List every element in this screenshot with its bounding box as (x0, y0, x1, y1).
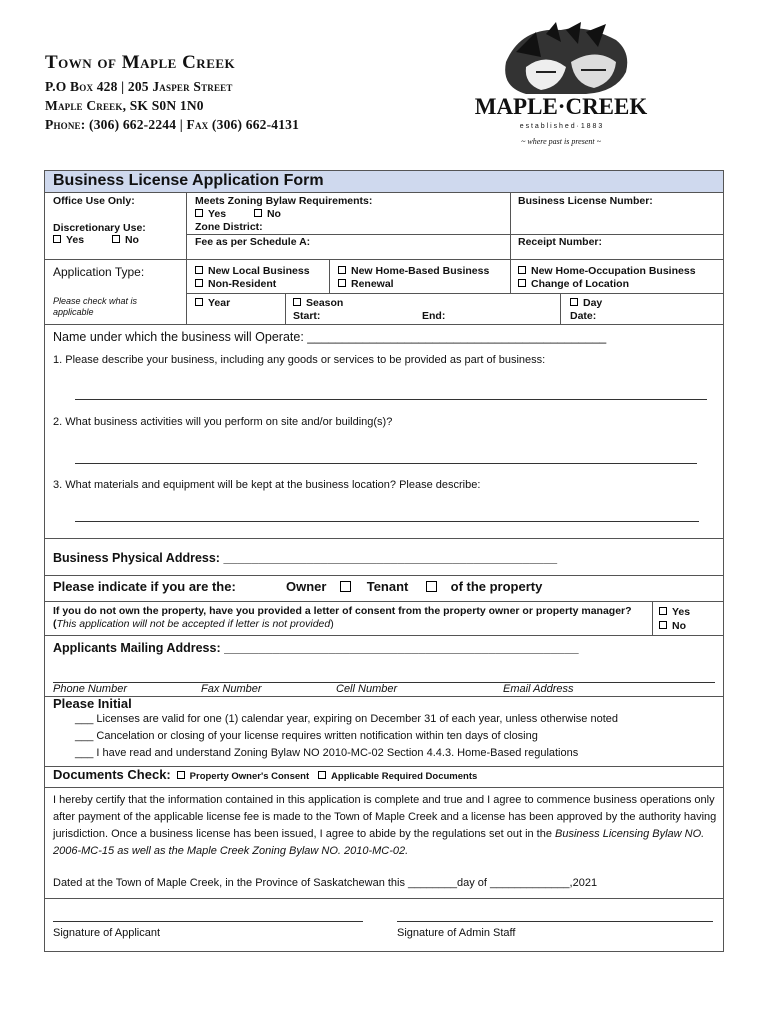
consent-row (45, 601, 723, 634)
answer-3-line[interactable] (75, 521, 699, 522)
new-home-occ-checkbox[interactable] (518, 266, 526, 274)
zoning-no-checkbox[interactable] (254, 209, 262, 217)
non-resident-label: Non-Resident (208, 278, 277, 290)
logo-established: e s t a b l i s h e d · 1 8 8 3 (519, 123, 603, 130)
certification-section (45, 787, 723, 897)
initial-item-2[interactable]: ___ Cancelation or closing of your license requires written notification within ten days of closing (75, 730, 538, 742)
initial-section (45, 696, 723, 765)
season-start-field[interactable]: Start: (293, 310, 321, 322)
letterhead (45, 52, 299, 134)
consent-yes-label: Yes (672, 606, 691, 618)
documents-check-label: Documents Check: (53, 767, 171, 782)
answer-2-line[interactable] (75, 463, 697, 464)
zoning-yes-checkbox[interactable] (195, 209, 203, 217)
physical-address-field[interactable]: Business Physical Address: ________________________________________________ (53, 551, 558, 565)
doc-owner-consent-label: Property Owner's Consent (189, 771, 310, 782)
zone-district-field[interactable]: Zone District: (195, 221, 263, 233)
year-checkbox[interactable] (195, 298, 203, 306)
logo-tagline: ~ where past is present ~ (521, 137, 601, 146)
new-home-label: New Home-Based Business (351, 265, 490, 277)
documents-check-row (45, 766, 723, 786)
operating-name-field[interactable]: Name under which the business will Operate: ___________________________________________ (53, 330, 607, 344)
doc-applicable-checkbox[interactable] (318, 771, 326, 779)
applicant-signature-label: Signature of Applicant (53, 927, 161, 939)
form-title: Business License Application Form (53, 172, 324, 189)
question-3: 3. What materials and equipment will be kept at the business location? Please describe: (53, 479, 481, 491)
initial-item-1[interactable]: ___ Licenses are valid for one (1) calendar year, expiring on December 31 of each year, unless otherwise noted (75, 713, 618, 725)
year-label: Year (208, 297, 231, 309)
indicate-label: Please indicate if you are the: (53, 579, 236, 594)
applicant-signature-line[interactable] (53, 921, 363, 922)
figures-illustration-icon (505, 22, 627, 94)
question-1: 1. Please describe your business, including any goods or services to be provided as part of business: (53, 354, 546, 366)
change-location-checkbox[interactable] (518, 279, 526, 287)
non-resident-checkbox[interactable] (195, 279, 203, 287)
day-date-field[interactable]: Date: (570, 310, 597, 322)
office-use-row (45, 192, 723, 258)
bylaw-reference: Business Licensing Bylaw NO. 2006-MC-15 as well as the Maple Creek Zoning Bylaw NO. 2010-MC-02. (53, 828, 705, 857)
consent-no-checkbox[interactable] (659, 621, 667, 629)
new-home-checkbox[interactable] (338, 266, 346, 274)
consent-note: This application will not be accepted if letter is not provided (56, 618, 331, 630)
season-end-field[interactable]: End: (422, 310, 446, 322)
form-title-bar (45, 171, 723, 192)
consent-yes-checkbox[interactable] (659, 607, 667, 615)
admin-signature-line[interactable] (397, 921, 713, 922)
office-use-label: Office Use Only: (53, 195, 135, 207)
season-checkbox[interactable] (293, 298, 301, 306)
mailing-address-field[interactable]: Applicants Mailing Address: ___________________________________________________ (53, 641, 579, 655)
signatures-row (45, 898, 723, 952)
owner-label: Owner (286, 579, 327, 594)
of-property-label: of the property (450, 579, 543, 594)
maple-creek-logo (466, 22, 656, 152)
doc-owner-consent-checkbox[interactable] (177, 771, 185, 779)
check-note: Please check what is applicable (53, 296, 138, 317)
tenant-label: Tenant (366, 579, 409, 594)
please-initial-heading: Please Initial (53, 696, 132, 711)
new-local-label: New Local Business (208, 265, 310, 277)
doc-applicable-label: Applicable Required Documents (331, 771, 478, 782)
zoning-label: Meets Zoning Bylaw Requirements: (195, 195, 373, 207)
owner-checkbox[interactable] (340, 581, 351, 592)
receipt-number-field[interactable]: Receipt Number: (518, 236, 603, 248)
renewal-label: Renewal (351, 278, 394, 290)
answer-1-line[interactable] (75, 399, 707, 400)
renewal-checkbox[interactable] (338, 279, 346, 287)
dated-line[interactable]: Dated at the Town of Maple Creek, in the Province of Saskatchewan this ________day of _____________,2021 (53, 877, 598, 889)
business-description-section (45, 324, 723, 537)
logo-name: MAPLE·CREEK (474, 94, 648, 119)
consent-question: If you do not own the property, have you provided a letter of consent from the property owner or property manager? (This application will not be accepted if letter is not provided) (53, 605, 632, 630)
phone-field-label[interactable]: Phone Number (53, 683, 127, 695)
contact-line: Phone: (306) 662-2244 | Fax (306) 662-4131 (45, 117, 300, 132)
day-checkbox[interactable] (570, 298, 578, 306)
season-label: Season (306, 297, 344, 309)
address-line-1: P.O Box 428 | 205 Jasper Street (45, 79, 233, 94)
address-line-2: Maple Creek, SK S0N 1N0 (45, 98, 204, 113)
owner-tenant-row (45, 575, 723, 600)
license-number-field[interactable]: Business License Number: (518, 195, 653, 207)
cell-field-label[interactable]: Cell Number (336, 683, 398, 695)
disc-yes-label: Yes (66, 234, 85, 246)
day-label: Day (583, 297, 603, 309)
physical-address-row (45, 538, 723, 574)
application-type-row (45, 259, 723, 323)
consent-no-label: No (672, 620, 686, 632)
application-type-label: Application Type: (53, 265, 145, 279)
new-home-occ-label: New Home-Occupation Business (531, 265, 696, 277)
initial-item-3[interactable]: ___ I have read and understand Zoning Bylaw NO 2010-MC-02 Section 4.4.3. Home-Based regulations (75, 747, 579, 759)
disc-no-label: No (124, 234, 139, 246)
mailing-address-row (45, 635, 723, 695)
application-form (44, 170, 724, 952)
discretionary-use-label: Discretionary Use: (53, 222, 146, 234)
disc-no-checkbox[interactable] (112, 235, 120, 243)
zoning-yes-label: Yes (208, 208, 227, 220)
zoning-no-label: No (266, 208, 281, 220)
question-2: 2. What business activities will you perform on site and/or building(s)? (53, 416, 393, 428)
certification-text: I hereby certify that the information contained in this application is complete and true and I agree to commence business operations only after payment of the applicable license fee is made to the Town of Maple Creek and a license has been approved by the authority having jurisdiction. Once a business license has been issued, I agree to abide by the regulations set out in the Business Licensing Bylaw NO. 2006-MC-15 as well as the Maple Creek Zoning Bylaw NO. 2010-MC-02. (53, 794, 717, 857)
change-location-label: Change of Location (531, 278, 629, 290)
fee-field[interactable]: Fee as per Schedule A: (195, 236, 311, 248)
tenant-checkbox[interactable] (426, 581, 437, 592)
town-name: Town of Maple Creek (45, 52, 236, 73)
new-local-checkbox[interactable] (195, 266, 203, 274)
disc-yes-checkbox[interactable] (53, 235, 61, 243)
admin-signature-label: Signature of Admin Staff (397, 927, 516, 939)
fax-field-label[interactable]: Fax Number (201, 683, 262, 695)
email-field-label[interactable]: Email Address (503, 683, 574, 695)
